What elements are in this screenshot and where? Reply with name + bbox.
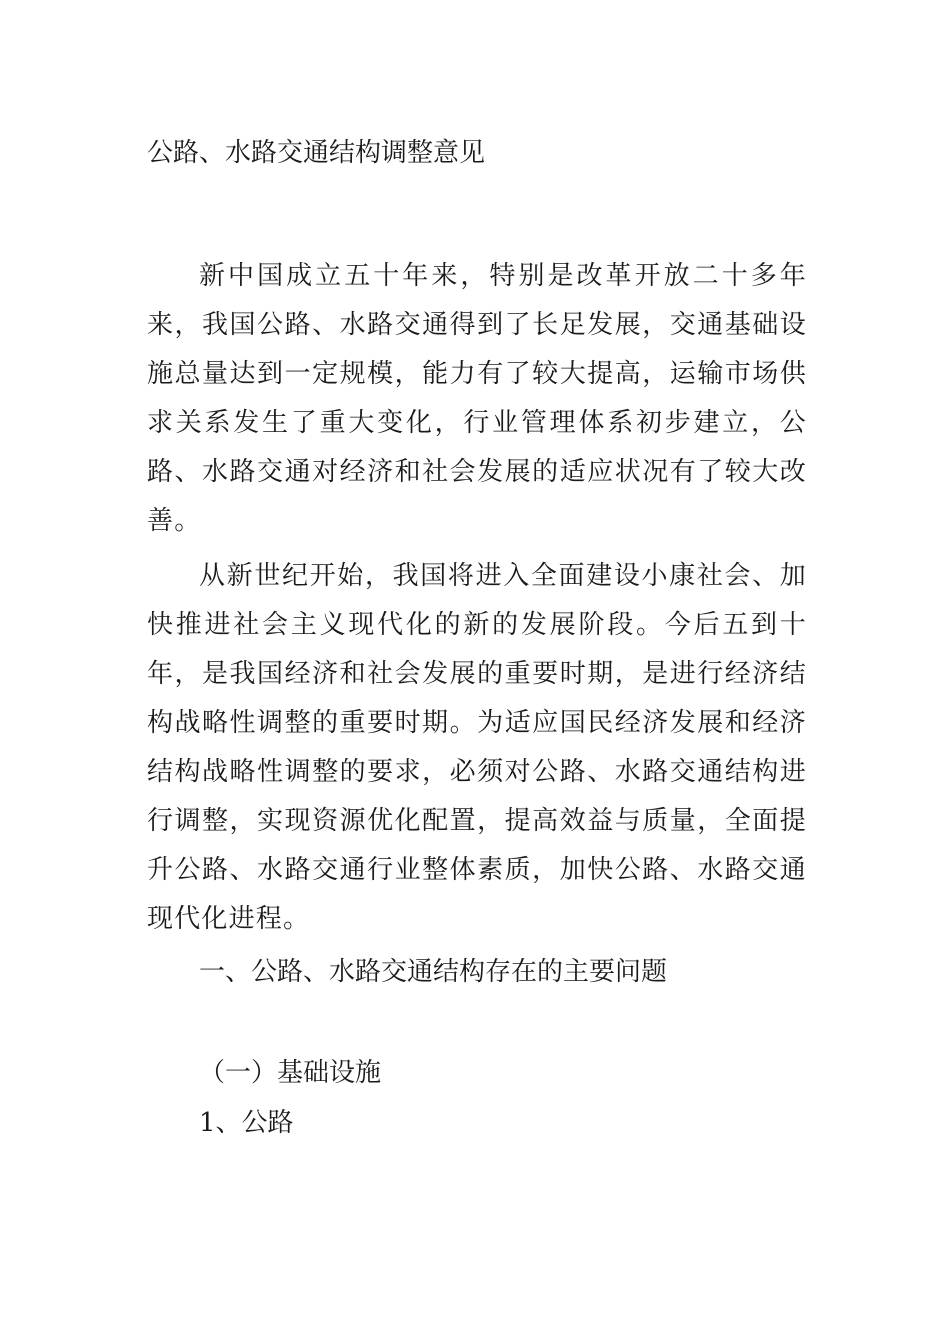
section-heading: 一、公路、水路交通结构存在的主要问题: [199, 957, 668, 987]
item-heading: 1、公路: [199, 1108, 294, 1138]
paragraph-1: 新中国成立五十年来，特别是改革开放二十多年来，我国公路、水路交通得到了长足发展，交通基础设施总量达到一定规模，能力有了较大提高，运输市场供求关系发生了重大变化，行业管理体系初步建立，公路、水路交通对经济和社会发展的适应状况有了较大改善。: [147, 261, 807, 536]
subsection-heading: （一）基础设施: [199, 1058, 382, 1088]
paragraph-2: 从新世纪开始，我国将进入全面建设小康社会、加快推进社会主义现代化的新的发展阶段。今后五到十年，是我国经济和社会发展的重要时期，是进行经济结构战略性调整的重要时期。为适应国民经济发展和经济结构战略性调整的要求，必须对公路、水路交通结构进行调整，实现资源优化配置，提高效益与质量，全面提升公路、水路交通行业整体素质，加快公路、水路交通现代化进程。: [147, 561, 807, 934]
document-title: 公路、水路交通结构调整意见: [147, 138, 486, 168]
